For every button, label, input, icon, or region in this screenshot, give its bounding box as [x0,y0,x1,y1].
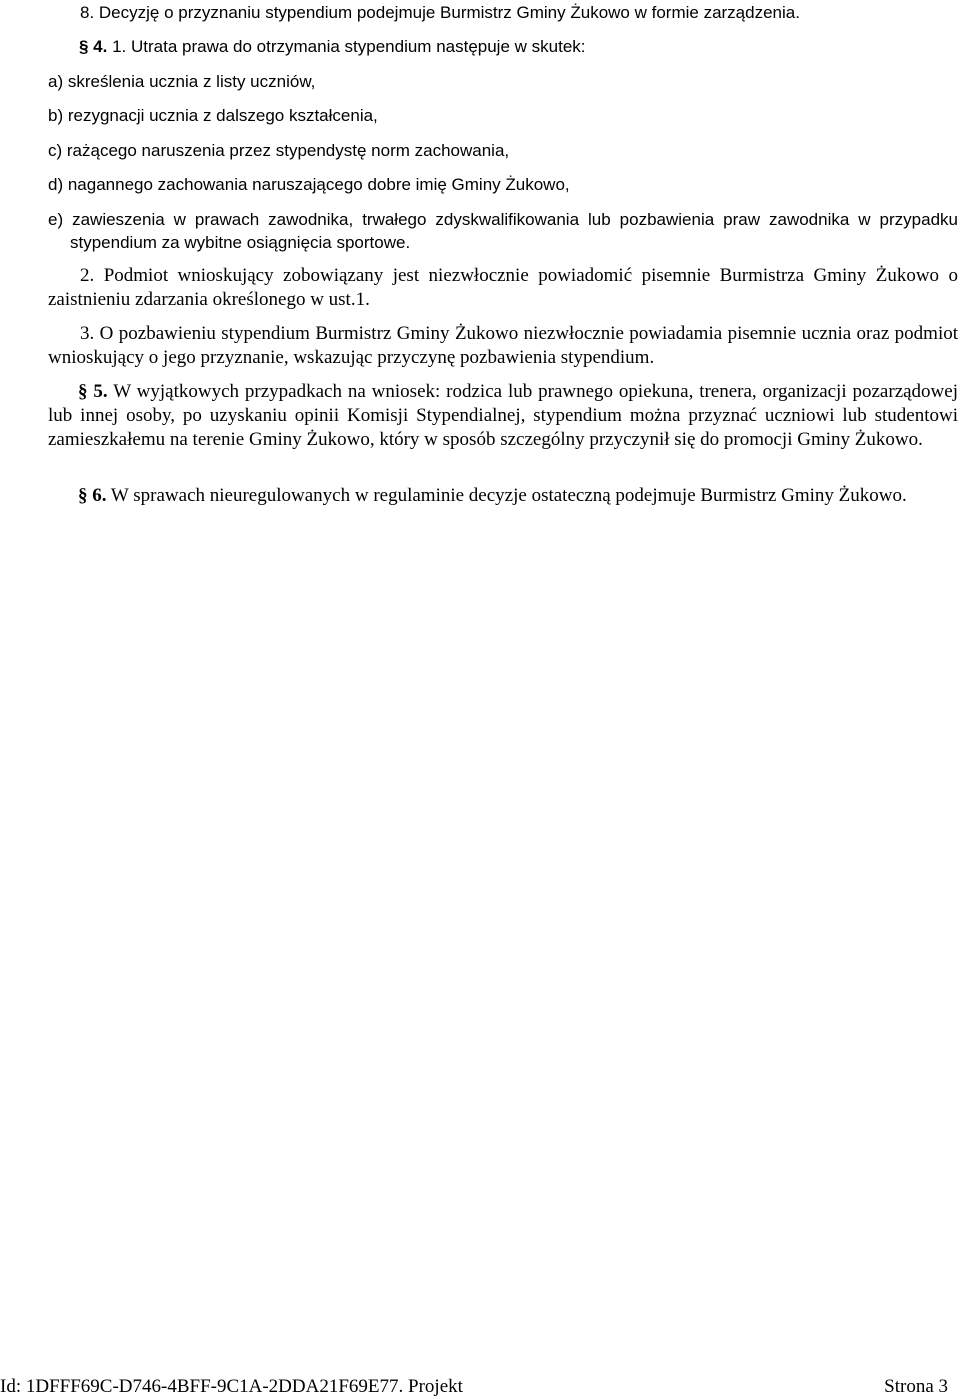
list-item-d: d) nagannego zachowania naruszającego dobre imię Gminy Żukowo, [48,175,570,194]
paragraph-5 [48,380,958,452]
paragraph-5-marker: § 5. [78,381,108,402]
list-item-e: e) zawieszenia w prawach zawodnika, trwałego zdyskwalifikowania lub pozbawienia praw zawodnika w przypadku stypendium za wybitne osiągnięcia sportowe. [48,210,958,252]
footer-page-number: Strona 3 [884,1376,948,1397]
point-2-number: 2. [80,265,95,286]
point-2-text: Podmiot wnioskujący zobowiązany jest niezwłocznie powiadomić pisemnie Burmistrza Gminy Żukowo o zaistnieniu zdarzania określonego w ust.1. [48,265,958,310]
paragraph-4-intro-text: 1. Utrata prawa do otrzymania stypendium następuje w skutek: [112,37,586,56]
paragraph-6-marker: § 6. [78,485,107,506]
point-3-text: O pozbawieniu stypendium Burmistrz Gminy Żukowo niezwłocznie powiadamia pisemnie ucznia oraz podmiot wnioskujący o jego przyznanie, wskazując przyczynę pozbawienia stypendium. [48,323,958,368]
point-3 [48,322,958,370]
paragraph-4-marker: § 4. [79,37,108,56]
point-8: 8. Decyzję o przyznaniu stypendium podejmuje Burmistrz Gminy Żukowo w formie zarządzenia. [80,3,800,22]
paragraph-6-text: W sprawach nieuregulowanych w regulaminie decyzje ostateczną podejmuje Burmistrz Gminy Żukowo. [110,485,907,506]
list-item-a: a) skreślenia ucznia z listy uczniów, [48,72,316,91]
point-2 [48,264,958,312]
list-item-b: b) rezygnacji ucznia z dalszego kształcenia, [48,106,378,125]
paragraph-6 [48,484,958,508]
paragraph-4-intro [79,36,586,58]
footer-document-id: Id: 1DFFF69C-D746-4BFF-9C1A-2DDA21F69E77. Projekt [0,1376,463,1397]
point-3-number: 3. [80,323,95,344]
list-item-c: c) rażącego naruszenia przez stypendystę norm zachowania, [48,141,510,160]
paragraph-5-text: W wyjątkowych przypadkach na wniosek: rodzica lub prawnego opiekuna, trenera, organizacji pozarządowej lub innej osoby, po uzyskaniu opinii Komisji Stypendialnej, stypendium można przyznać uczniowi lub studentowi zamieszkałemu na terenie Gminy Żukowo, który w sposób szczególny przyczynił się do promocji Gminy Żukowo. [48,381,958,450]
